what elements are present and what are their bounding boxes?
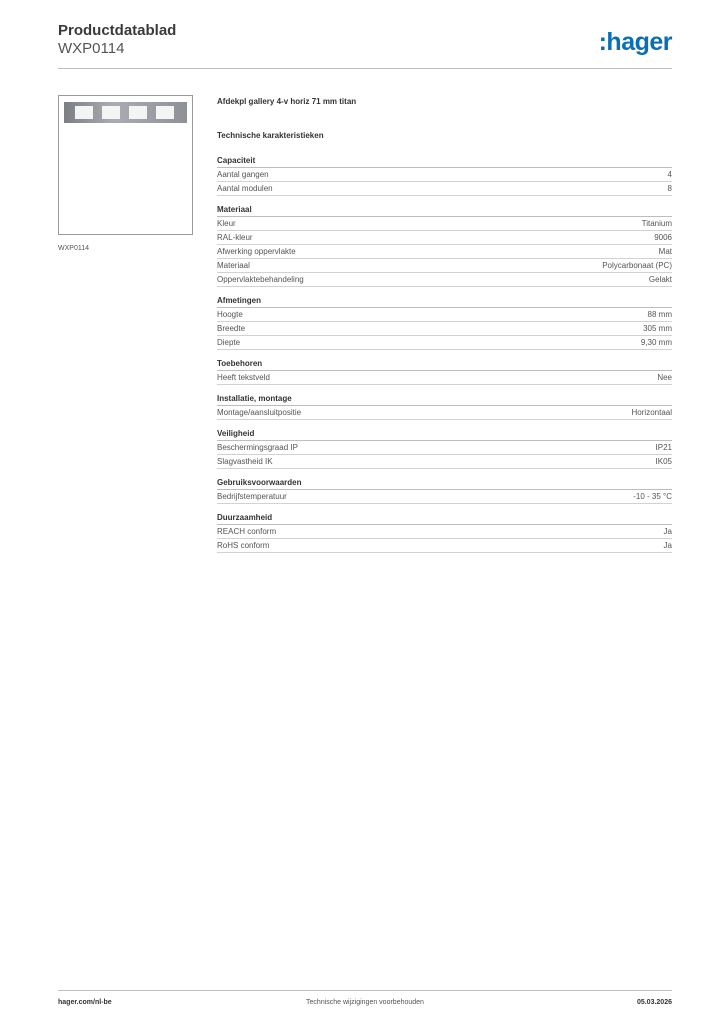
spec-row [217,182,672,196]
spec-label: Bedrijfstemperatuur [217,492,287,501]
spec-section-title: Gebruiksvoorwaarden [217,477,672,490]
spec-value: Titanium [641,219,672,228]
spec-section-title: Toebehoren [217,358,672,371]
footer-website-link[interactable]: hager.com/nl-be [58,999,112,1006]
spec-value: -10 - 35 °C [633,492,672,501]
spec-section-title: Veiligheid [217,428,672,441]
plate-opening [156,106,174,119]
spec-value: Horizontaal [631,408,672,417]
spec-value: Ja [663,527,672,536]
footer-date: 05.03.2026 [636,999,672,1006]
spec-section [217,358,672,385]
spec-value: 305 mm [643,324,672,333]
spec-value: 88 mm [647,310,672,319]
spec-value: Ja [663,541,672,550]
spec-row [217,525,672,539]
spec-row [217,406,672,420]
spec-label: Slagvastheid IK [217,457,273,466]
spec-row [217,259,672,273]
spec-row [217,273,672,287]
spec-value: Polycarbonaat (PC) [602,261,672,270]
plate-opening [129,106,147,119]
plate-opening [75,106,93,119]
spec-label: Diepte [217,338,241,347]
spec-value: 8 [667,184,672,193]
spec-value: 9006 [654,233,672,242]
spec-section [217,477,672,504]
spec-value: Gelakt [648,275,672,284]
spec-section-title: Capaciteit [217,155,672,168]
document-header [58,22,672,58]
cover-plate-graphic [64,102,187,123]
spec-section-title: Afmetingen [217,295,672,308]
spec-label: Montage/aansluitpositie [217,408,302,417]
spec-value: Mat [658,247,672,256]
spec-label: Aantal modulen [217,184,273,193]
spec-label: Afwerking oppervlakte [217,247,296,256]
spec-row [217,308,672,322]
spec-section [217,393,672,420]
plate-opening [102,106,120,119]
spec-section-title: Materiaal [217,204,672,217]
spec-section [217,428,672,469]
spec-section-title: Installatie, montage [217,393,672,406]
spec-value: IP21 [655,443,672,452]
spec-section [217,295,672,350]
header-divider [58,68,672,69]
spec-section [217,512,672,553]
spec-section [217,155,672,196]
spec-row [217,245,672,259]
spec-row [217,217,672,231]
spec-row [217,455,672,469]
footer-divider [58,990,672,991]
product-image [58,95,193,235]
spec-row [217,168,672,182]
spec-label: Materiaal [217,261,250,270]
spec-row [217,490,672,504]
spec-row [217,322,672,336]
spec-row [217,371,672,385]
spec-value: IK05 [655,457,672,466]
spec-row [217,336,672,350]
spec-row [217,231,672,245]
spec-label: Oppervlaktebehandeling [217,275,304,284]
spec-label: Kleur [217,219,236,228]
document-title: Productdatablad [58,22,177,39]
spec-section [217,204,672,287]
spec-label: Breedte [217,324,246,333]
product-code: WXP0114 [58,40,125,57]
hager-logo: :hager [598,28,672,56]
spec-label: Aantal gangen [217,170,269,179]
product-description: Afdekpl gallery 4-v horiz 71 mm titan [217,97,357,106]
footer-notice: Technische wijzigingen voorbehouden [306,999,424,1006]
spec-label: Heeft tekstveld [217,373,270,382]
spec-row [217,441,672,455]
spec-label: RAL-kleur [217,233,253,242]
spec-section-title: Duurzaamheid [217,512,672,525]
technical-heading: Technische karakteristieken [217,131,324,140]
spec-value: Nee [657,373,672,382]
spec-value: 4 [667,170,672,179]
spec-label: RoHS conform [217,541,270,550]
image-caption: WXP0114 [58,245,89,252]
spec-table [217,155,672,561]
spec-label: Hoogte [217,310,243,319]
spec-row [217,539,672,553]
spec-value: 9,30 mm [640,338,672,347]
spec-label: REACH conform [217,527,277,536]
spec-label: Beschermingsgraad IP [217,443,298,452]
